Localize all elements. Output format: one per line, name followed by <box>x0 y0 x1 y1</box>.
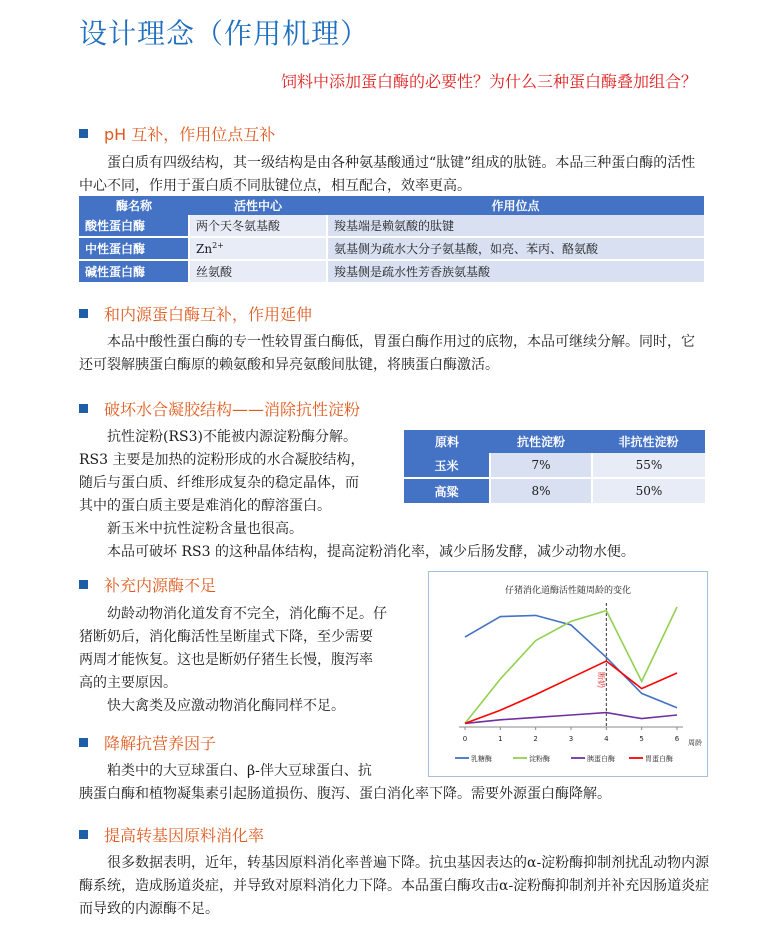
section-heading-gmo <box>79 823 264 846</box>
table-cell: 中性蛋白酶 <box>79 237 189 260</box>
square-bullet-icon <box>79 404 88 413</box>
zn-text: Zn <box>196 242 213 256</box>
text-line: 高的主要原因。 <box>79 675 177 691</box>
text-line: 幼龄动物消化道发育不完全，消化酶不足。仔 <box>107 606 387 622</box>
chart-title: 仔猪消化道酶活性随周龄的变化 <box>504 586 632 596</box>
table-row <box>404 478 705 504</box>
page-subtitle: 饲料中添加蛋白酶的必要性？为什么三种蛋白酶叠加组合？ <box>280 72 697 91</box>
table-cell: 羧基侧是疏水性芳香族氨基酸 <box>327 260 704 283</box>
zn-superscript: 2+ <box>212 241 224 250</box>
x-tick-label: 3 <box>568 735 574 743</box>
text-line: 胰蛋白酶和植物凝集素引起肠道损伤、腹泻、蛋白消化率下降。需要外源蛋白酶降解。 <box>79 786 611 802</box>
text-line: 随后与蛋白质、纤维形成复杂的稳定晶体，而 <box>79 475 359 491</box>
x-tick-label: 6 <box>674 735 680 743</box>
section-heading-text: 补充内源酶不足 <box>104 576 217 595</box>
chart-svg <box>429 572 707 776</box>
starch-text-block <box>79 426 399 541</box>
table-row <box>79 215 704 237</box>
text-line: 两周才能恢复。这也是断奶仔猪生长慢，腹泻率 <box>79 652 373 668</box>
table-cell: 酸性蛋白酶 <box>79 215 189 237</box>
paragraph: 本品可破坏 RS3 的这种晶体结构，提高淀粉消化率，减少后肠发酵，减少动物水便。 <box>107 544 635 560</box>
table-cell: 55% <box>592 453 705 478</box>
section-heading-starch <box>79 397 360 420</box>
table-cell: 7% <box>490 453 592 478</box>
table-cell: 丝氨酸 <box>189 260 327 283</box>
table-header: 作用位点 <box>327 196 704 215</box>
square-bullet-icon <box>79 830 88 839</box>
section-heading-endogenous <box>79 302 312 325</box>
legend-entry: 胰蛋白酶 <box>587 755 615 763</box>
section-heading-text: 和内源蛋白酶互补，作用延伸 <box>104 305 313 324</box>
text-line: 猪断奶后，消化酶活性呈断崖式下降，至少需要 <box>79 629 373 645</box>
text-line: 快大禽类及应激动物消化酶同样不足。 <box>107 698 345 714</box>
starch-table <box>404 430 705 505</box>
section-heading-text: 降解抗营养因子 <box>104 734 217 753</box>
shortage-text-block <box>79 603 424 718</box>
table-cell: 氨基侧为疏水大分子氨基酸，如亮、苯丙、酪氨酸 <box>327 237 704 260</box>
legend-entry: 胃蛋白酶 <box>645 755 673 763</box>
table-row <box>404 453 705 478</box>
paragraph: 本品中酸性蛋白酶的专一性较胃蛋白酶低，胃蛋白酶作用过的底物，本品可继续分解。同时，它还可裂解胰蛋白酶原的赖氨酸和异亮氨酸间肽键，将胰蛋白酶激活。 <box>79 334 695 373</box>
table-header: 非抗性淀粉 <box>592 430 705 453</box>
x-tick-label: 4 <box>604 735 609 743</box>
table-row <box>79 237 704 260</box>
chart-plot <box>455 603 702 763</box>
square-bullet-icon <box>79 309 88 318</box>
square-bullet-icon <box>79 580 88 589</box>
text-line: 粕类中的大豆球蛋白、β-伴大豆球蛋白、抗 <box>107 763 372 779</box>
table-row <box>79 260 704 283</box>
paragraph: 蛋白质有四级结构，其一级结构是由各种氨基酸通过“肽键”组成的肽链。本品三种蛋白酶的活性中心不同，作用于蛋白质不同肽键位点，相互配合，效率更高。 <box>79 155 696 194</box>
table-cell: 50% <box>592 478 705 504</box>
text-line: 抗性淀粉(RS3)不能被内源淀粉酶分解。 <box>107 429 357 445</box>
x-tick-label: 0 <box>462 735 468 743</box>
section-heading-antinutrient <box>79 731 216 754</box>
table-header: 活性中心 <box>189 196 327 215</box>
table-cell: 碱性蛋白酶 <box>79 260 189 283</box>
series-line-胰蛋白酶 <box>465 713 677 724</box>
square-bullet-icon <box>79 738 88 747</box>
enzyme-table <box>79 196 704 284</box>
table-cell: 8% <box>490 478 592 504</box>
table-header: 酶名称 <box>79 196 189 215</box>
text-line: 新玉米中抗性淀粉含量也很高。 <box>107 521 303 537</box>
table-cell: 两个天冬氨基酸 <box>189 215 327 237</box>
square-bullet-icon <box>79 129 88 138</box>
section-heading-ph <box>79 122 275 145</box>
weaning-annotation: 断奶 <box>596 672 606 688</box>
paragraph: 很多数据表明，近年，转基因原料消化率普遍下降。抗虫基因表达的α-淀粉酶抑制剂扰乱动物内源酶系统，造成肠道炎症，并导致对原料消化力下降。本品蛋白酶攻击α-淀粉酶抑制剂并补充因肠道炎症而导致的内源酶不足。 <box>79 855 710 917</box>
section-heading-text: pH 互补，作用位点互补 <box>104 125 276 144</box>
legend-entry: 淀粉酶 <box>529 755 550 763</box>
x-tick-label: 1 <box>498 735 503 743</box>
series-line-乳糖酶 <box>465 615 677 707</box>
table-cell <box>189 237 327 260</box>
x-tick-label: 2 <box>533 735 538 743</box>
table-cell: 高粱 <box>404 478 490 504</box>
x-axis-label: 周龄 <box>688 739 702 747</box>
section-heading-enzyme-shortage <box>79 573 216 596</box>
table-cell: 羧基端是赖氨酸的肽键 <box>327 215 704 237</box>
table-header: 原料 <box>404 430 490 453</box>
table-cell: 玉米 <box>404 453 490 478</box>
section-heading-text: 提高转基因原料消化率 <box>104 826 265 845</box>
table-header: 抗性淀粉 <box>490 430 592 453</box>
text-line: RS3 主要是加热的淀粉形成的水合凝胶结构， <box>79 452 365 468</box>
x-tick-label: 5 <box>639 735 644 743</box>
text-line: 其中的蛋白质主要是难消化的醇溶蛋白。 <box>79 498 331 514</box>
enzyme-activity-chart <box>428 571 708 777</box>
page-title: 设计理念（作用机理） <box>79 17 370 50</box>
series-line-胃蛋白酶 <box>465 661 677 723</box>
section-heading-text: 破坏水合凝胶结构——消除抗性淀粉 <box>104 400 361 419</box>
legend-entry: 乳糖酶 <box>471 755 492 763</box>
